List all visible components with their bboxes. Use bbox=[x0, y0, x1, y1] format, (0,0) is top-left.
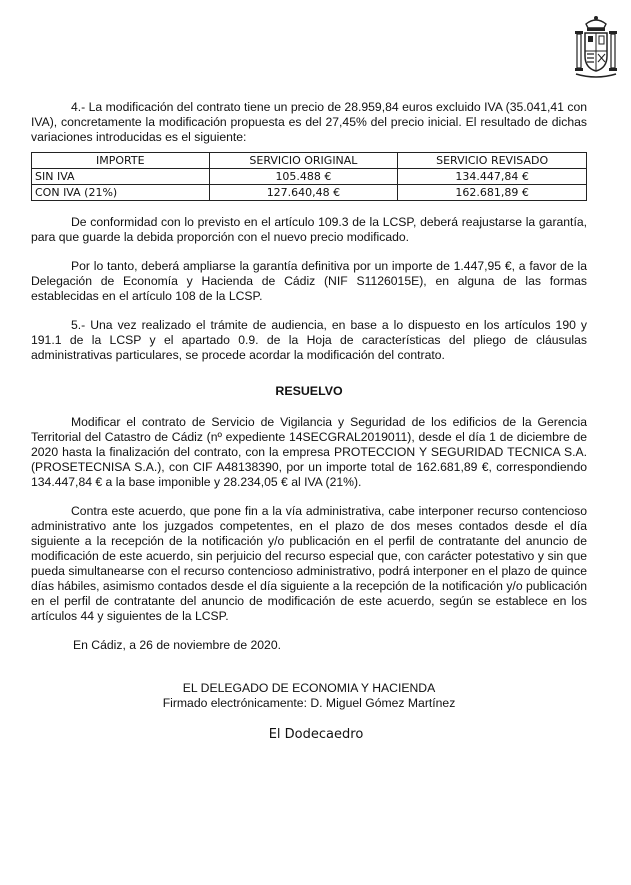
table-row bbox=[32, 169, 587, 185]
handwritten-note: El Dodecaedro bbox=[268, 727, 364, 742]
paragraph-hearing-procedure: 5.- Una vez realizado el trámite de audiencia, en base a lo dispuesto en los artículos 190 y 191.1 de la LCSP y el apartado 0.9. de la Hoja de características del pliego de cláusulas administrativas particulares, se procede acordar la modificación del contrato. bbox=[31, 318, 587, 362]
header-servicio-original: SERVICIO ORIGINAL bbox=[209, 153, 398, 169]
paragraph-guarantee-adjustment: De conformidad con lo previsto en el artículo 109.3 de la LCSP, deberá reajustarse la garantía, para que guarde la debida proporción con el nuevo precio modificado. bbox=[31, 215, 587, 244]
resuelvo-heading: RESUELVO bbox=[275, 384, 343, 398]
price-comparison-table bbox=[31, 152, 587, 201]
table-row bbox=[32, 185, 587, 201]
revised-value: 134.447,84 € bbox=[398, 169, 587, 185]
header-importe: IMPORTE bbox=[32, 153, 210, 169]
original-value: 127.640,48 € bbox=[209, 185, 398, 201]
document-body bbox=[31, 100, 587, 742]
electronic-signature-line: Firmado electrónicamente: D. Miguel Gómez Martínez bbox=[162, 696, 456, 710]
place-and-date: En Cádiz, a 26 de noviembre de 2020. bbox=[73, 638, 282, 652]
signature-block bbox=[31, 681, 587, 711]
row-label: SIN IVA bbox=[32, 169, 210, 185]
row-label: CON IVA (21%) bbox=[32, 185, 210, 201]
paragraph-appeal-notice: Contra este acuerdo, que pone fin a la vía administrativa, cabe interponer recurso contencioso administrativo ante los juzgados competentes, en el plazo de dos meses contados desde el día siguiente a la recepción de la notificación y/o publicación en el perfil de contratante del anuncio de modificación de este acuerdo, sin perjuicio del recurso especial que, con carácter potestativo y sin que pueda simultanearse con el recurso contencioso administrativo, podrá interponer en el plazo de quince días hábiles, asimismo contados desde el día siguiente a la recepción de la notificación y/o publicación en el perfil de contratante del anuncio de modificación de este acuerdo, según se establece en los artículos 44 y siguientes de la LCSP. bbox=[31, 504, 587, 623]
spain-coat-of-arms-icon bbox=[574, 14, 618, 84]
paragraph-modification-price: 4.- La modificación del contrato tiene un precio de 28.959,84 euros excluido IVA (35.041,41 con IVA), concretamente la modificación propuesta es del 27,45% del precio inicial. El resultado de dichas variaciones introducidas es el siguiente: bbox=[31, 100, 587, 144]
header-servicio-revisado: SERVICIO REVISADO bbox=[398, 153, 587, 169]
revised-value: 162.681,89 € bbox=[398, 185, 587, 201]
signer-title: EL DELEGADO DE ECONOMIA Y HACIENDA bbox=[182, 681, 436, 695]
paragraph-guarantee-extension: Por lo tanto, deberá ampliarse la garantía definitiva por un importe de 1.447,95 €, a favor de la Delegación de Economía y Hacienda de Cádiz (NIF S1126015E), en alguna de las formas establecidas en el artículo 108 de la LCSP. bbox=[31, 259, 587, 303]
original-value: 105.488 € bbox=[209, 169, 398, 185]
table-header-row bbox=[32, 153, 587, 169]
paragraph-resolution: Modificar el contrato de Servicio de Vigilancia y Seguridad de los edificios de la Gerencia Territorial del Catastro de Cádiz (nº expediente 14SECGRAL2019011), desde el día 1 de diciembre de 2020 hasta la finalización del contrato, con la empresa PROTECCION Y SEGURIDAD TECNICA S.A. (PROSETECNISA S.A.), con CIF A48138390, por un importe total de 162.681,89 €, correspondiendo 134.447,84 € a la base imponible y 28.234,05 € al IVA (21%). bbox=[31, 415, 587, 489]
